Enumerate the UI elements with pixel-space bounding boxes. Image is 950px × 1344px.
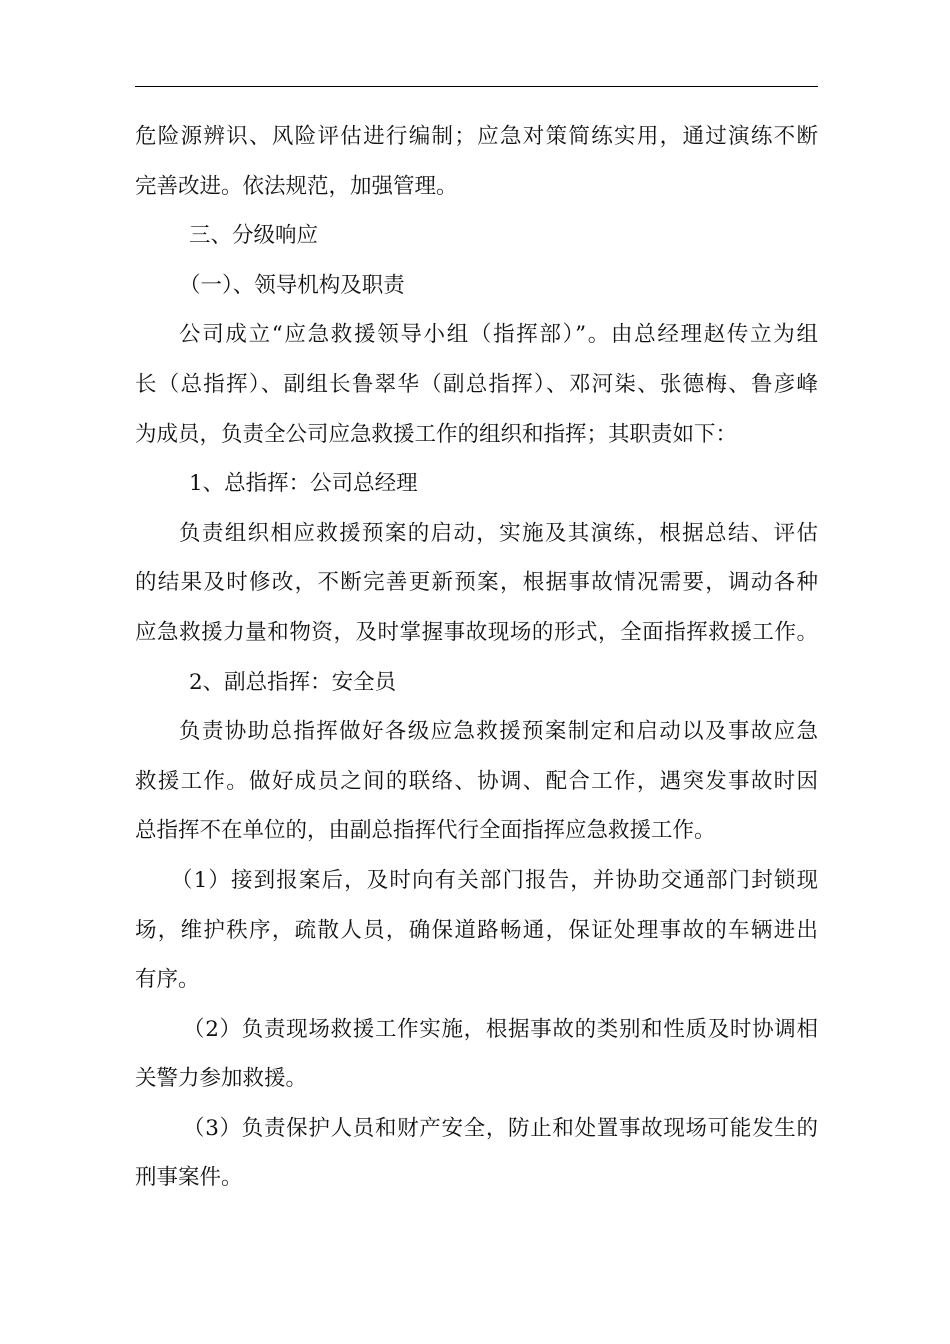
text-line: 负责协助总指挥做好各级应急救援预案制定和启动以及事故应急 <box>179 719 818 745</box>
text-line: 场，维护秩序，疏散人员，确保道路畅通，保证处理事故的车辆进出 <box>135 917 818 943</box>
item-heading: 1、总指挥：公司总经理 <box>189 471 418 497</box>
text-line: 总指挥不在单位的，由副总指挥代行全面指挥应急救援工作。 <box>135 818 716 844</box>
text-line: 刑事案件。 <box>135 1165 243 1191</box>
list-item-line: （3）负责保护人员和财产安全，防止和处置事故现场可能发生的 <box>183 1115 818 1141</box>
text-line: 危险源辨识、风险评估进行编制；应急对策简练实用，通过演练不断 <box>135 124 818 149</box>
text-line: 公司成立“应急救援领导小组（指挥部）”。由总经理赵传立为组 <box>179 322 818 348</box>
text-line: 的结果及时修改，不断完善更新预案，根据事故情况需要，调动各种 <box>135 570 818 596</box>
text-line: 为成员，负责全公司应急救援工作的组织和指挥；其职责如下： <box>135 421 738 447</box>
text-line: 完善改进。依法规范，加强管理。 <box>135 173 458 199</box>
header-rule <box>135 86 818 87</box>
document-body <box>135 112 818 1203</box>
text-line: 长（总指挥）、副组长鲁翠华（副总指挥）、邓河柒、张德梅、鲁彦峰 <box>135 371 818 397</box>
text-line: 救援工作。做好成员之间的联络、协调、配合工作，遇突发事故时因 <box>135 768 818 794</box>
list-item-line: （2）负责现场救援工作实施，根据事故的类别和性质及时协调相 <box>183 1016 818 1042</box>
text-line: 有序。 <box>135 967 200 993</box>
text-line: 关警力参加救援。 <box>135 1066 308 1092</box>
list-item-line: （1）接到报案后，及时向有关部门报告，并协助交通部门封锁现 <box>171 867 818 893</box>
item-heading: 2、副总指挥：安全员 <box>189 669 397 695</box>
section-heading: 三、分级响应 <box>189 223 319 249</box>
text-line: 应急救援力量和物资，及时掌握事故现场的形式，全面指挥救援工作。 <box>135 619 818 645</box>
subsection-heading: （一）、领导机构及职责 <box>179 272 405 298</box>
text-line: 负责组织相应救援预案的启动，实施及其演练，根据总结、评估 <box>179 520 818 546</box>
